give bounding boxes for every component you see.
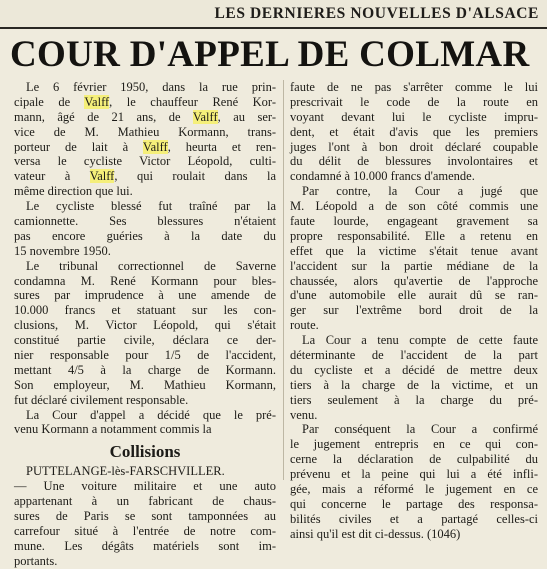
right-column-body	[290, 80, 538, 542]
text-segment: venu.	[290, 407, 318, 422]
text-segment: nier responsable pour 1/5 de l'accident,	[14, 348, 276, 363]
masthead-title: LES DERNIERES NOUVELLES D'ALSACE	[214, 5, 539, 22]
text-line	[14, 199, 276, 214]
text-segment: Par conséquent la Cour a confirmé	[302, 422, 538, 437]
text-line	[290, 288, 538, 303]
text-line	[290, 452, 538, 467]
text-line	[290, 437, 538, 452]
text-line	[14, 363, 276, 378]
text-line	[14, 184, 276, 199]
text-line	[290, 199, 538, 214]
text-segment: du délit de blessures involontaires et	[290, 154, 538, 169]
text-line	[14, 554, 276, 569]
text-segment: d'une automobile elle aurait dû se ran-	[290, 288, 538, 303]
text-segment: Son employeur, M. Mathieu Kormann,	[14, 377, 276, 392]
text-line	[14, 140, 276, 155]
text-line	[290, 527, 538, 542]
text-line	[290, 363, 538, 378]
text-segment: voyant devant lui le cycliste impru-	[290, 109, 538, 124]
text-segment: condamné à 10.000 francs d'amende.	[290, 169, 475, 184]
text-segment: vice de M. Mathieu Kormann, trans-	[14, 124, 276, 139]
text-line	[290, 393, 538, 408]
text-line	[14, 408, 276, 423]
text-line	[14, 422, 276, 437]
text-line	[290, 497, 538, 512]
text-segment: tiers à la charge de la victime, et un	[290, 377, 538, 392]
collisions-heading: Collisions	[109, 442, 181, 462]
text-segment: mune. Les dégâts matériels sont im-	[14, 538, 276, 553]
text-segment: 15 novembre 1950.	[14, 243, 111, 258]
text-segment: cipale de	[14, 94, 85, 109]
text-segment: l'accident sur la partie médiane de la	[290, 258, 538, 273]
text-line	[14, 125, 276, 140]
text-line	[290, 318, 538, 333]
text-segment: tiers seulement à la charge du pré-	[290, 392, 538, 407]
text-segment: , au ser-	[217, 109, 276, 124]
article-headline: COUR D'APPEL DE COLMAR	[10, 34, 530, 75]
text-segment: camionnette. Ses blessures n'étaient	[14, 214, 276, 229]
text-line	[290, 348, 538, 363]
text-line	[290, 274, 538, 289]
text-line	[14, 333, 276, 348]
masthead	[0, 0, 547, 28]
text-segment: Le 6 février 1950, dans la rue prin-	[26, 80, 276, 94]
left-column	[14, 80, 276, 569]
text-segment: porteur de lait à	[14, 139, 143, 154]
text-segment: même direction que lui.	[14, 184, 133, 199]
text-segment: carrefour situé à l'entrée de notre com-	[14, 523, 276, 538]
text-line	[290, 378, 538, 393]
text-line	[290, 467, 538, 482]
text-segment: prescrivait le code de la route en	[290, 94, 538, 109]
highlighted-place-name: Valff	[192, 109, 218, 124]
text-line	[290, 169, 538, 184]
text-segment: déterminante de l'accident de la part	[290, 348, 538, 363]
text-segment: Par contre, la Cour a jugé que	[302, 184, 538, 199]
text-segment: prévenu et la peine qui lui a été infli-	[290, 467, 538, 482]
right-column	[290, 80, 538, 542]
text-line	[290, 408, 538, 423]
text-segment: Le tribunal correctionnel de Saverne	[26, 258, 276, 273]
text-line	[14, 479, 276, 494]
text-segment: Le cycliste blessé fut traîné par la	[26, 199, 276, 214]
text-line	[14, 509, 276, 524]
text-segment: PUTTELANGE-lès-FARSCHVILLER.	[26, 464, 225, 479]
collisions-section	[14, 440, 276, 568]
text-line	[14, 494, 276, 509]
text-line	[290, 482, 538, 497]
text-segment: gée, mais a réformé le jugement en ce	[290, 482, 538, 497]
text-segment: constitué partie civile, déclara ce der-	[14, 333, 276, 348]
text-line	[14, 80, 276, 95]
text-segment: La Cour d'appel a décidé que le pré-	[26, 407, 276, 422]
text-line	[14, 110, 276, 125]
text-line	[290, 259, 538, 274]
text-segment: , le chauffeur René Kor-	[109, 94, 276, 109]
text-segment: le jugement entrepris en ce qui con-	[290, 437, 538, 452]
text-line	[290, 422, 538, 437]
text-segment: 10.000 francs et statuant sur les con-	[14, 303, 276, 318]
text-segment: vateur à	[14, 169, 90, 184]
text-segment: condamna M. René Kormann pour bles-	[14, 273, 276, 288]
text-segment: route.	[290, 318, 319, 333]
text-line	[290, 512, 538, 527]
text-line	[14, 539, 276, 554]
text-segment: sures par imprudence à une amende de	[14, 288, 276, 303]
text-segment: appartenant à un fabricant de chaus-	[14, 494, 276, 509]
text-segment: clusions, M. Victor Léopold, qui s'était	[14, 318, 276, 333]
left-column-body	[14, 80, 276, 437]
text-segment: fut déclaré civilement responsable.	[14, 392, 189, 407]
text-line	[14, 318, 276, 333]
text-line	[290, 229, 538, 244]
masthead-rule	[0, 27, 547, 29]
text-line	[290, 154, 538, 169]
text-line	[290, 125, 538, 140]
highlighted-place-name: Valff	[89, 169, 115, 184]
highlighted-place-name: Valff	[84, 94, 110, 109]
text-segment: juges l'ont à bon droit déclaré coupable	[290, 139, 538, 154]
text-segment: chaussée, alors qu'avertie de l'approche	[290, 273, 538, 288]
text-segment: mann, âgé de 21 ans, de	[14, 109, 193, 124]
text-line	[14, 348, 276, 363]
text-segment: versa le cycliste Victor Léopold, culti-	[14, 154, 276, 169]
text-segment: M. Léopold a de son côté commis une	[290, 199, 538, 214]
text-segment: mettant 4/5 à la charge de Kormann.	[14, 362, 276, 377]
text-line	[14, 169, 276, 184]
text-segment: ger sur l'extrême bord droit de la	[290, 303, 538, 318]
text-segment: portants.	[14, 553, 58, 568]
text-segment: effet que la victime s'était tenue avant	[290, 243, 538, 258]
text-segment: faute de ne pas s'arrêter comme le lui	[290, 80, 538, 94]
text-segment: bilités civiles et a partagé celles-ci	[290, 511, 538, 526]
text-segment: ainsi qu'il est dit ci-dessus. (1046)	[290, 526, 461, 541]
text-line	[290, 303, 538, 318]
highlighted-place-name: Valff	[142, 139, 168, 154]
text-line	[290, 95, 538, 110]
collisions-body	[14, 464, 276, 568]
text-line	[14, 274, 276, 289]
text-segment: , qui roulait dans la	[114, 169, 276, 184]
text-segment: , heurta et ren-	[167, 139, 276, 154]
text-line	[14, 393, 276, 408]
text-line	[14, 464, 276, 479]
text-line	[14, 154, 276, 169]
text-segment: propre responsabilité. Elle a retenu en	[290, 228, 538, 243]
text-line	[290, 244, 538, 259]
text-line	[14, 378, 276, 393]
text-line	[14, 259, 276, 274]
text-line	[14, 229, 276, 244]
text-segment: qui concerne le partage des responsa-	[290, 496, 538, 511]
text-line	[14, 288, 276, 303]
text-segment: venu Kormann a notamment commis la	[14, 422, 212, 437]
text-line	[14, 214, 276, 229]
text-line	[290, 333, 538, 348]
text-line	[14, 95, 276, 110]
text-line	[14, 524, 276, 539]
text-segment: La Cour a tenu compte de cette faute	[302, 333, 538, 348]
text-line	[14, 303, 276, 318]
text-segment: dent, et était d'avis que les premiers	[290, 124, 538, 139]
text-line	[290, 110, 538, 125]
text-line	[290, 140, 538, 155]
text-line	[14, 244, 276, 259]
text-line	[290, 214, 538, 229]
text-segment: — Une voiture militaire et une auto	[14, 479, 276, 494]
column-divider	[283, 80, 284, 480]
text-line	[290, 184, 538, 199]
text-segment: faute lourde, engageant gravement sa	[290, 214, 538, 229]
text-segment: du cycliste et a décidé de mettre deux	[290, 362, 538, 377]
text-segment: sures de Paris se sont tamponnées au	[14, 509, 276, 524]
text-segment: pas encore guéries à la date du	[14, 228, 276, 243]
text-segment: cerne la déclaration de culpabilité du	[290, 452, 538, 467]
text-line	[290, 80, 538, 95]
